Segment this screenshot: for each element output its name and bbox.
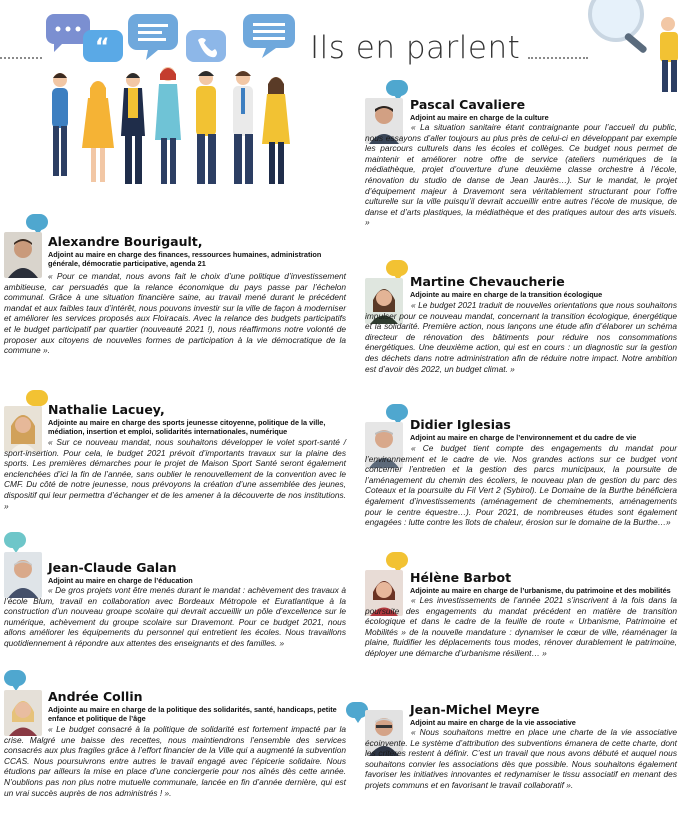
- speech-bubble-icon: [386, 404, 408, 420]
- person-role: Adjoint au maire en charge des finances, ressources humaines, administration générale, démocratie participative, agenda 21: [48, 250, 322, 268]
- person-3: [121, 73, 145, 184]
- person-role: Adjoint au maire en charge de la vie associative: [410, 718, 576, 727]
- quote-text: « Pour ce mandat, nous avons fait le choix d’une politique d’investissement ambitieuse, car persuadés que la relance économique du pays passe par l’échelon communal. Grâce à une situation financière saine, au travail mené durant le précédent mandat et aux faibles taux d’intérêt, nous pouvons investir sur la ville de façon à moderniser et améliorer les services proposés aux Floiracais. Avec la relance des budgets participatifs et le budget participatif par quartier (nouveauté 2021 !), nous réaffirmons notre volonté de proposer aux citoyens de nouvelles formes de participation à la vie démocratique de la commune ».: [4, 271, 346, 356]
- person-1: [52, 73, 68, 176]
- entry-martine-chevaucherie: [410, 274, 680, 300]
- quote-text: « Les investissements de l’année 2021 s’inscrivent à la fois dans la poursuite des engagements du mandat précédent en matière de transition écologique et dans le cadre de la feuille de route « Urbanisme, Patrimoine et Mobilités » de la nouvelle mandature : dynamiser le cœur de ville, réaménager la plaine, fluidifier les déplacements tous modes, rénover durablement le patrimoine, déployer une démarche d’urbanisme résilient… »: [365, 595, 677, 658]
- quote-text: « De gros projets vont être menés durant le mandat : achèvement des travaux à l’école Blum, travail en collaboration avec Bordeaux Métropole et Euratlantique à la construction d’un nouveau groupe scolaire qui devrait accueillir un pôle d’excellence sur le numérique, achèvement du groupe scolaire sur Dravemont. Pour ce budget 2021, nous allons améliorer les équipements du personnel qui entretient les écoles. Nous travaillons quotidiennement à répondre aux attentes des enseignants et des familles. »: [4, 585, 346, 648]
- quote-text: « Le budget 2021 traduit de nouvelles orientations que nous souhaitons impulser pour ce nouveau mandat, concernant la transition écologique, énergétique et la solidarité. Première action, nous lançons une étude afin d’élaborer un schéma directeur de rénovation des bâtiments pour réduire nos consommations énergétiques. Une deuxième action, qui est en cours : un diagnostic sur la gestion des déchets dans notre administration afin de réduire notre impact. Notre ambition est d’avoir dès 2022, un budget climat. »: [365, 300, 677, 374]
- header-dots-left: [0, 57, 42, 59]
- person-role: Adjoint au maire en charge de la culture: [410, 113, 549, 122]
- speech-bubble-icon: [386, 80, 408, 96]
- entry-didier-iglesias: [410, 417, 680, 443]
- people-illustration: [38, 8, 308, 196]
- person-name: Nathalie Lacuey,: [48, 402, 165, 417]
- entry-pascal-cavaliere: [410, 97, 680, 123]
- magnifier-illustration: [588, 0, 692, 100]
- entry-jean-claude-galan: [48, 560, 346, 586]
- quote-text: « La situation sanitaire étant contraignante pour l’accueil du public, nous essayons d’aller toujours au plus près de celui-ci en développant par exemple les parcours culturels dans les écoles et collèges. Ce budget nous permet de maintenir et améliorer notre offre de service (ateliers numériques de la médiathèque, projet d’ouverture d’une deuxième classe orchestre à l’école, rénovation du studio de danse de Jean Jaurès…). Sur le mandat, le projet d’équipement majeur à Dravemont sera véritablement structurant pour l’offre culturelle sur la ville puisqu’il devrait accueillir entre autres l’école de musique, de danse et d’arts plastiques, la médiathèque et des pratiques autour des arts visuels. »: [365, 122, 677, 228]
- speech-bubble-icon: [386, 260, 408, 276]
- entry-nathalie-lacuey: [48, 402, 346, 437]
- svg-text:“: “: [95, 35, 110, 60]
- speech-bubble-icon: [4, 532, 26, 548]
- person-name: Didier Iglesias: [410, 417, 511, 432]
- speech-bubble-icon: [26, 214, 48, 230]
- person-role: Adjointe au maire en charge de la politique des solidarités, santé, handicaps, petite enfance et politique de l’âge: [48, 705, 337, 723]
- entry-andree-collin: [48, 689, 346, 724]
- person-role: Adjointe au maire en charge de la transition écologique: [410, 290, 603, 299]
- quote-text: « Ce budget tient compte des engagements du mandat pour l’environnement et le cadre de vie. Nos grandes actions sur ce budget vont concerner l’entretien et la gestion des parcs municipaux, la poursuite de l’aménagement du chemin des écoliers, le nouveau plan de gestion du parc des Coteaux et la poursuite du Fil Vert 2 (Sybirol). Le Domaine de la Burthe bénéficiera également d’investissements (aménagement de cheminements, aménagements pour le centre équestre…). Pour 2021, de nombreuses études sont également engagées : lutte contre les îlots de chaleur, érosion sur le domaine de la Burthe…»: [365, 443, 677, 528]
- person-role: Adjoint au maire en charge de l’environnement et du cadre de vie: [410, 433, 637, 442]
- person-name: Andrée Collin: [48, 689, 143, 704]
- entry-alexandre-bourigault: [48, 234, 346, 269]
- person-name: Martine Chevaucherie: [410, 274, 565, 289]
- person-5: [196, 71, 216, 184]
- entry-helene-barbot: [410, 570, 680, 596]
- person-name: Hélène Barbot: [410, 570, 512, 585]
- quote-text: « Le budget consacré à la politique de solidarité est fortement impacté par la crise. Malgré une baisse des recettes, nous maintiendrons l’ensemble des services consacrés aux plus fragiles grâce à l’effort financier de la Ville qui a augmenté la subvention CCAS. Nous poursuivrons entre autres le travail engagé avec l’épicerie solidaire. Nous étudions par ailleurs la mise en place d’une conciergerie pour nos aînés dès cette année. N’oublions pas non plus notre mutuelle communale, lancée en fin d’année dernière, qui est un vrai succès auprès de nos administrés ! ».: [4, 724, 346, 798]
- person-2: [82, 81, 114, 182]
- speech-bubbles: [46, 14, 295, 62]
- person-name: Alexandre Bourigault,: [48, 234, 203, 249]
- speech-bubble-icon: [26, 390, 48, 406]
- person-7: [262, 77, 290, 184]
- person-4: [155, 67, 181, 184]
- person-role: Adjoint au maire en charge de l’éducation: [48, 576, 193, 585]
- speech-bubble-icon: [386, 552, 408, 568]
- person-role: Adjointe au maire en charge de l’urbanisme, du patrimoine et des mobilités: [410, 586, 671, 595]
- header-dots-right: [528, 57, 588, 59]
- quote-text: « Sur ce nouveau mandat, nous souhaitons développer le volet sport-santé / sport-insertion. Pour cela, le budget 2021 prévoit d’importants travaux sur la plaine des sports. Les premières démarches pour le projet de Maison Sport Santé seront également enclenchées d’ici la fin de l’année, sans oublier le renouvellement de la convention avec le CMF. Du côté de notre jeunesse, nous prévoyons la création d’une assemblée des jeunes, dispositif qui leur permettra d’échanger et de les amener à la découverte de nos institutions. »: [4, 437, 346, 511]
- person-name: Jean-Michel Meyre: [410, 702, 540, 717]
- person-role: Adjointe au maire en charge des sports jeunesse citoyenne, politique de la ville, médiation, insertion et emploi, solidarités internationales, numérique: [48, 418, 326, 436]
- page-title: Ils en parlent: [310, 30, 521, 66]
- quote-text: « Nous souhaitons mettre en place une charte de la vie associative écoinvente. Le système d’attribution des subventions émanera de cette charte, dont les critères restent à définir. C’est un travail que nous avons débuté et auquel nous souhaitons convier les associations dès que possible. Nous souhaitons également favoriser les initiatives innovantes et redynamiser le tissu associatif en menant des projets communs et en favorisant le travail collaboratif ».: [365, 727, 677, 790]
- entry-jean-michel-meyre: [410, 702, 680, 728]
- person-6: [233, 71, 253, 184]
- speech-bubble-icon: [4, 670, 26, 686]
- person-name: Jean-Claude Galan: [48, 560, 177, 575]
- person-name: Pascal Cavaliere: [410, 97, 526, 112]
